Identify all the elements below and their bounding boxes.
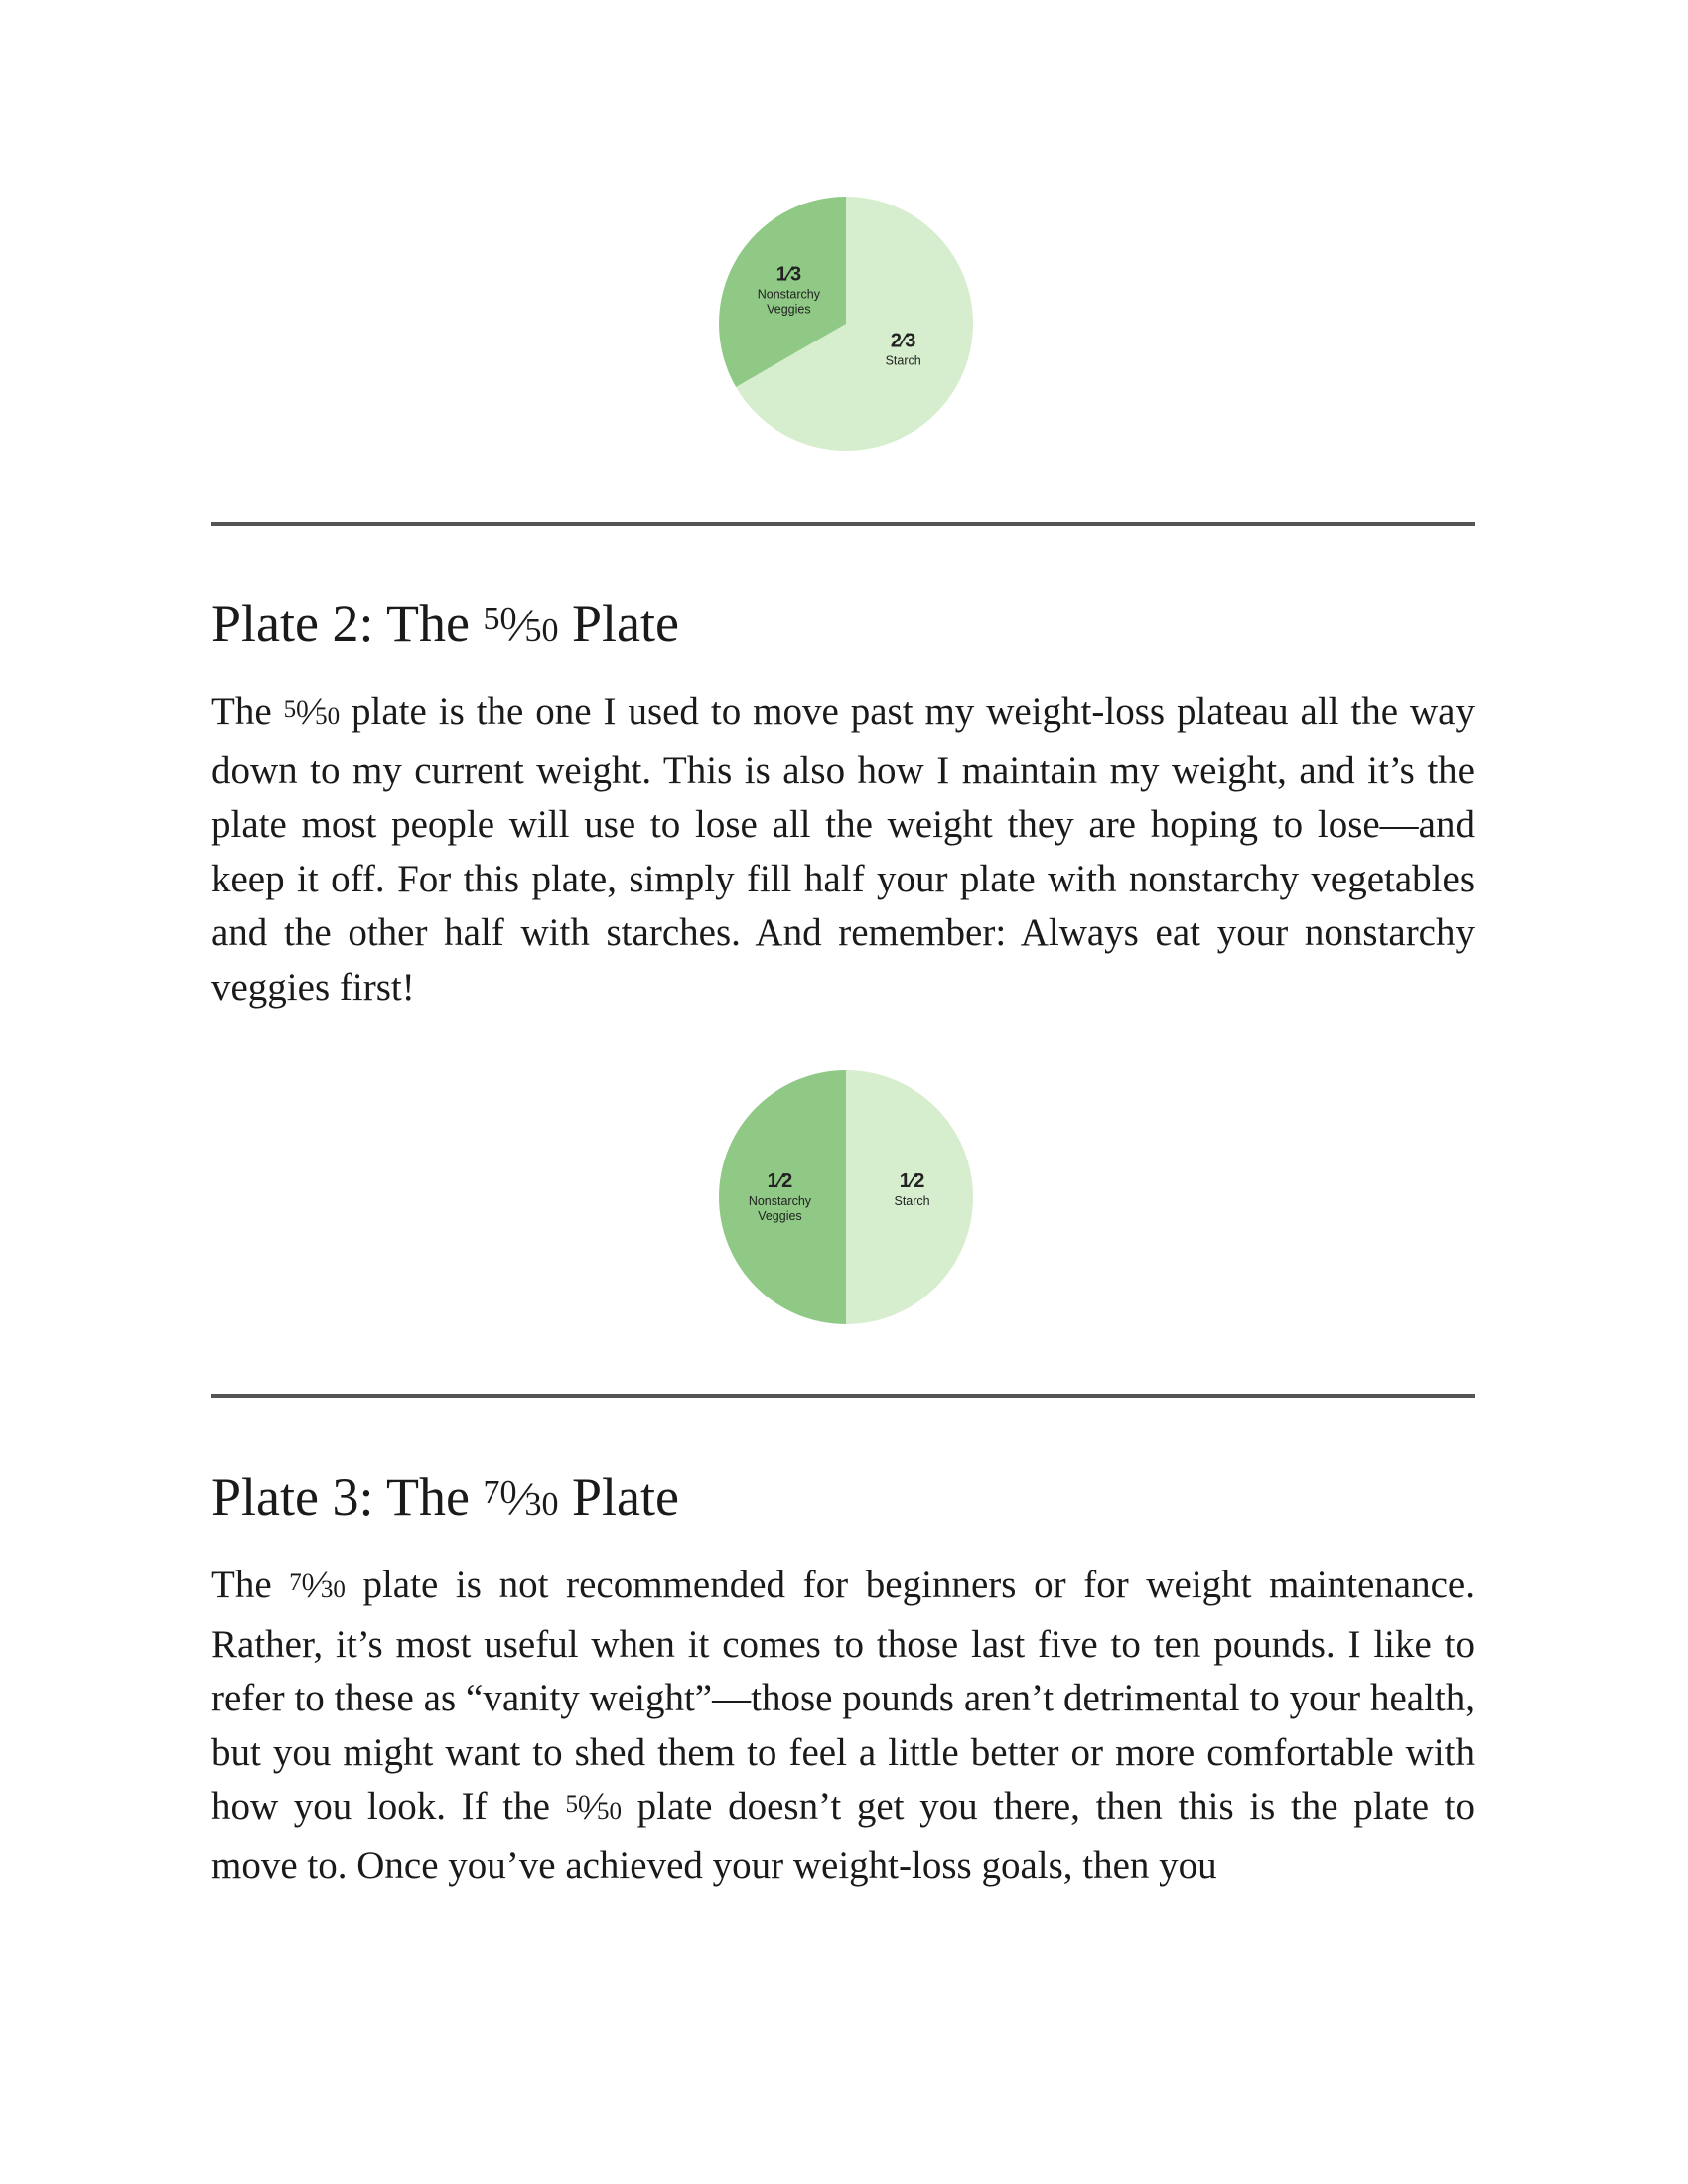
paragraph-text: The [211, 1564, 290, 1606]
heading-text: Plate 3: The [211, 1467, 484, 1527]
slice-name-label: Nonstarchy [757, 287, 820, 302]
plate-2-paragraph [211, 685, 1475, 1015]
slice-name-label: Starch [885, 353, 921, 368]
fraction-numerator: 50 [283, 696, 309, 723]
fraction-denominator: 30 [320, 1576, 346, 1603]
slice-fraction-label: 1⁄3 [775, 263, 802, 286]
fraction-denominator: 50 [597, 1798, 623, 1825]
fraction-numerator: 50 [565, 1791, 591, 1818]
fraction-slash: ⁄ [308, 690, 316, 733]
heading-text: Plate 2: The [211, 594, 484, 653]
fraction-denominator: 30 [524, 1486, 559, 1523]
plate-3-heading [211, 1467, 1475, 1535]
paragraph-text: plate is not recommended for beginners or for weight maintenance. Rather, it’s most useful when it comes to those last five to ten pounds. I like to refer to these as “vanity weight”—those pounds aren’t detrimental to your health, but you might want to shed them to feel a little better or more comfortable with how you look. If the [211, 1564, 1475, 1828]
fraction-numerator: 50 [483, 601, 517, 637]
section-divider [211, 1394, 1475, 1398]
fraction-denominator: 50 [524, 613, 559, 649]
pie-chart-svg [0, 1062, 1688, 1330]
fraction-numerator: 70 [289, 1570, 315, 1596]
fraction-numerator: 70 [483, 1474, 517, 1511]
slice-name-label: Nonstarchy [748, 1194, 812, 1208]
heading-text: Plate [558, 594, 679, 653]
pie-chart-svg [0, 189, 1688, 457]
fraction-slash: ⁄ [516, 600, 525, 652]
slice-fraction-label: 1⁄2 [899, 1170, 925, 1192]
slice-fraction-label: 2⁄3 [890, 330, 916, 352]
heading-text: Plate [558, 1467, 679, 1527]
paragraph-text: plate is the one I used to move past my weight-loss plateau all the way down to my current weight. This is also how I maintain my weight, and it’s the plate most people will use to lose all the weight they are hoping to lose—and keep it off. For this plate, simply fill half your plate with nonstarchy vegetables and the other half with starches. And remember: Always eat your nonstarchy veggies first! [211, 690, 1475, 1009]
pie-chart-half [0, 1062, 1688, 1330]
slice-name-label: Veggies [758, 1209, 802, 1223]
paragraph-text: The [211, 690, 284, 733]
fraction-slash: ⁄ [314, 1564, 321, 1606]
slice-name-label: Veggies [767, 302, 811, 317]
slice-fraction-label: 1⁄2 [767, 1170, 793, 1192]
fraction-denominator: 50 [315, 703, 341, 730]
plate-2-heading [211, 594, 1475, 661]
pie-chart-two-thirds [0, 189, 1688, 457]
paragraph-text: plate doesn’t get you there, then this is the plate to move to. Once you’ve achieved your weight-loss goals, then you [211, 1785, 1475, 1887]
section-divider [211, 522, 1475, 526]
slice-name-label: Starch [894, 1194, 930, 1208]
plate-3-paragraph [211, 1559, 1475, 1893]
fraction-slash: ⁄ [516, 1473, 525, 1526]
fraction-slash: ⁄ [590, 1785, 598, 1828]
